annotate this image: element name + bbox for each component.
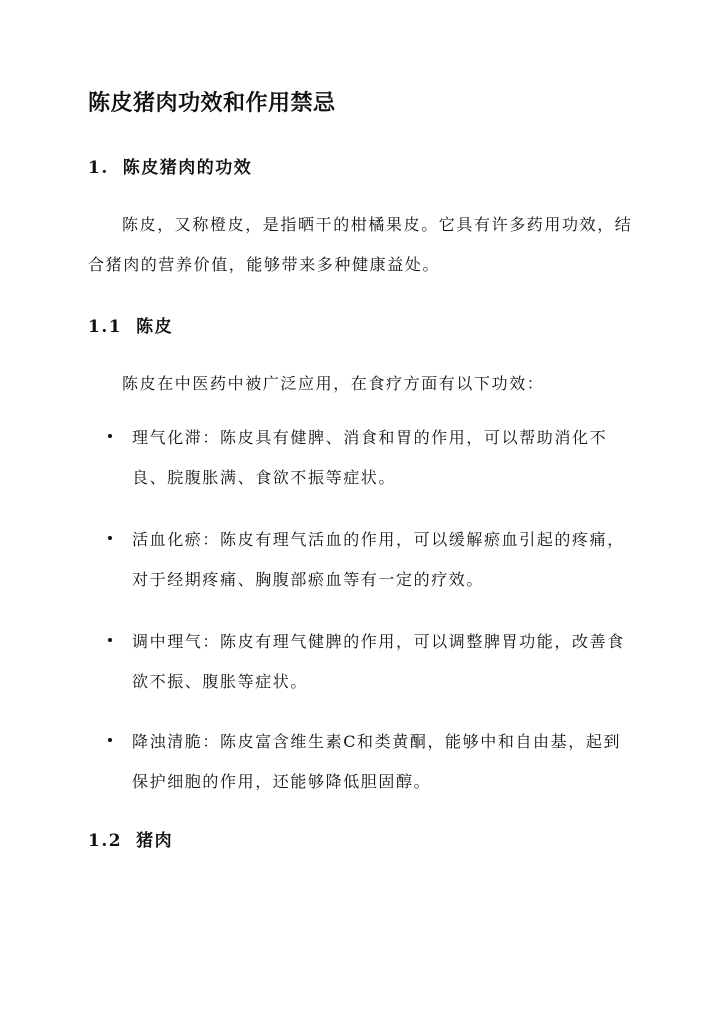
bullet-text: 调中理气：陈皮有理气健脾的作用，可以调整脾胃功能，改善食欲不振、腹胀等症状。 (132, 632, 625, 691)
section-heading-1 (88, 156, 252, 180)
section-heading-text: 陈皮猪肉的功效 (122, 158, 253, 178)
bullet-dot-icon (108, 638, 112, 642)
section-number: 1.1 (88, 317, 123, 337)
document-title: 陈皮猪肉功效和作用禁忌 (88, 90, 336, 116)
bullet-item (108, 418, 628, 498)
bullet-item (108, 622, 628, 702)
section-heading-text: 猪肉 (136, 831, 174, 851)
bullet-text: 降浊清脆：陈皮富含维生素C和类黄酮，能够中和自由基，起到保护细胞的作用，还能够降低胆固醇。 (132, 732, 622, 791)
section-heading-1-1 (88, 315, 173, 339)
section-1-intro-paragraph: 陈皮，又称橙皮，是指晒干的柑橘果皮。它具有许多药用功效，结合猪肉的营养价值，能够带来多种健康益处。 (88, 215, 633, 274)
bullet-text: 理气化滞：陈皮具有健脾、消食和胃的作用，可以帮助消化不良、脘腹胀满、食欲不振等症状。 (132, 428, 608, 487)
section-heading-1-2 (88, 829, 173, 853)
bullet-dot-icon (108, 434, 112, 438)
bullet-item (108, 722, 628, 802)
section-1-1-intro-paragraph: 陈皮在中医药中被广泛应用，在食疗方面有以下功效： (122, 374, 545, 393)
bullet-text: 活血化瘀：陈皮有理气活血的作用，可以缓解瘀血引起的疼痛，对于经期疼痛、胸腹部瘀血等有一定的疗效。 (132, 530, 625, 589)
section-number: 1.2 (88, 831, 123, 851)
bullet-item (108, 520, 628, 600)
section-heading-text: 陈皮 (136, 317, 174, 337)
bullet-dot-icon (108, 738, 112, 742)
section-number: 1. (88, 158, 109, 178)
bullet-dot-icon (108, 536, 112, 540)
